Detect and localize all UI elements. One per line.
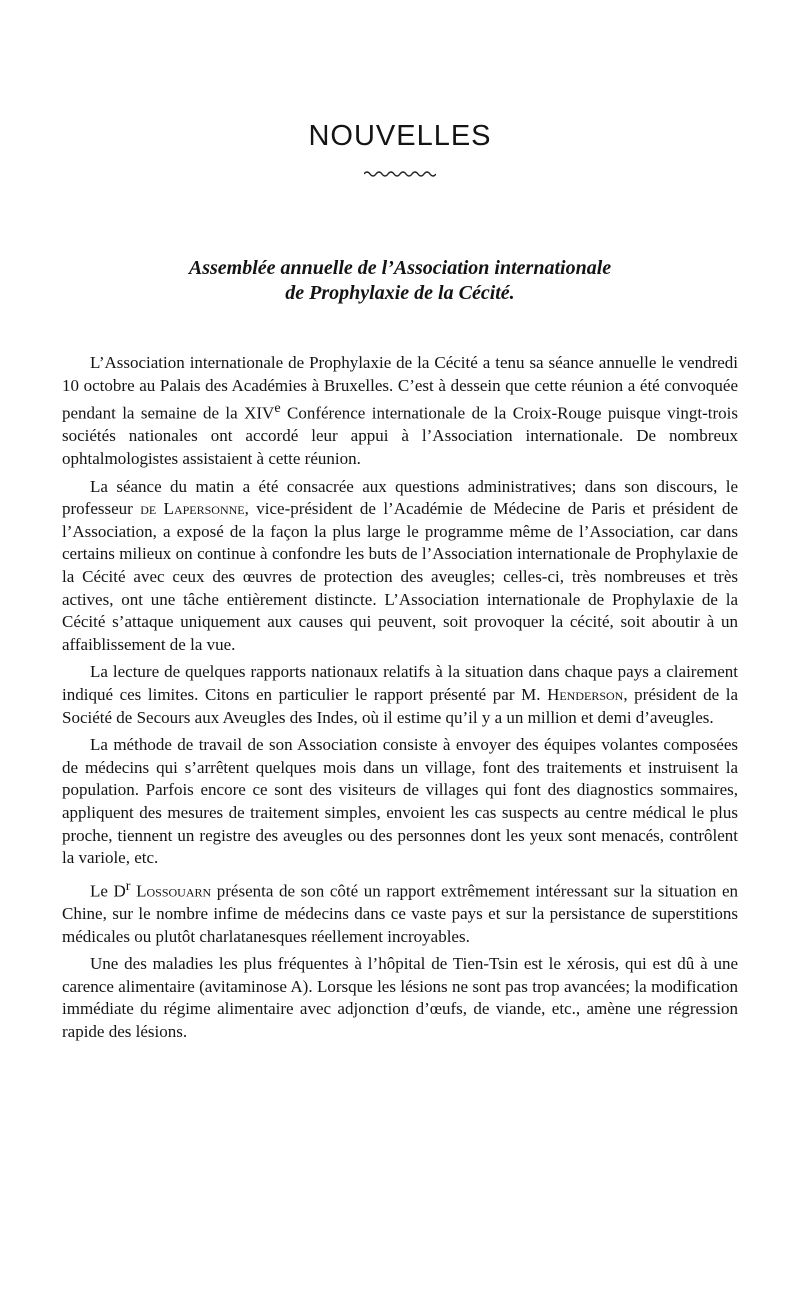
text-run: , vice-président de l’Académie de Médecine de Paris et président de l’Association, a exposé de la façon la plus large le programme même de l’Association, car dans certains milieux on continue à confondre les buts de l’Association internationale de Prophylaxie de la Cécité avec ceux des œuvres de protection des aveugles; celles-ci, très nombreuses et très actives, ont une tâche entièrement distincte. L’Association internationale de Prophylaxie de la Cécité s’attaque uniquement aux causes qui peuvent, soit provoquer la cécité, soit aboutir à un affaiblissement de la vue.: [62, 499, 738, 654]
paragraph: [62, 953, 738, 1043]
article-heading-line-1: Assemblée annuelle de l’Association internationale: [188, 257, 612, 279]
page: [62, 0, 738, 1049]
article-heading-line-2: de Prophylaxie de la Cécité.: [285, 282, 515, 304]
paragraph: [62, 352, 738, 471]
person-name: Henderson: [547, 684, 624, 704]
paragraph: [62, 875, 738, 948]
superscript: e: [274, 400, 281, 417]
text-run: L’Association internationale de Prophylaxie de la Cécité a tenu sa séance annuelle le vendredi 10 octobre au Palais des Académies à Bruxelles. C’est à dessein que cette réunion a été convoquée pendant la semaine de la XIV: [62, 353, 738, 423]
wavy-divider-ornament: [364, 170, 436, 178]
article-heading: [62, 256, 738, 306]
superscript: r: [125, 877, 131, 894]
paragraph: [62, 661, 738, 729]
text-run: présenta de son côté un rapport extrêmement intéressant sur la situation en Chine, sur le nombre infime de médecins dans ce vaste pays et sur la persistance de superstitions médicales ou plutôt charlatanesques réellement incroyables.: [62, 881, 738, 946]
text-run: La méthode de travail de son Association consiste à envoyer des équipes volantes composées de médecins qui s’arrêtent quelques mois dans un village, font des traitements et instruisent la population. Parfois encore ce sont des visiteurs de villages qui font des diagnostics sommaires, appliquent des mesures de traitement simples, envoient les cas suspects au centre médical le plus proche, tiennent un registre des aveugles ou des personnes dont les yeux sont menacés, contrôlent la variole, etc.: [62, 735, 738, 868]
text-run: La lecture de quelques rapports nationaux relatifs à la situation dans chaque pays a clairement indiqué ces limites. Citons en particulier le rapport présenté par M.: [62, 662, 738, 704]
person-name: Lossouarn: [136, 881, 212, 901]
article-body: [62, 352, 738, 1044]
text-run: Une des maladies les plus fréquentes à l’hôpital de Tien-Tsin est le xérosis, qui est dû à une carence alimentaire (avitaminose A). Lorsque les lésions ne sont pas trop avancées; la modification immédiate du régime alimentaire avec adjonction d’œufs, de viande, etc., amène une régression rapide des lésions.: [62, 954, 738, 1041]
text-run: , président de la Société de Secours aux Aveugles des Indes, où il estime qu’il y a un million et demi d’aveugles.: [62, 684, 738, 727]
page-title: NOUVELLES: [308, 120, 492, 152]
person-name: de Lapersonne: [140, 499, 245, 519]
text-run: La séance du matin a été consacrée aux questions administratives; dans son discours, le professeur: [62, 476, 738, 519]
paragraph: [62, 734, 738, 870]
text-run: Le D: [90, 881, 126, 901]
paragraph: [62, 476, 738, 657]
text-run: Conférence internationale de la Croix-Rouge puisque vingt-trois sociétés nationales ont accordé leur appui à l’Association internationale. De nombreux ophtalmologistes assistaient à cette réunion.: [62, 403, 738, 469]
